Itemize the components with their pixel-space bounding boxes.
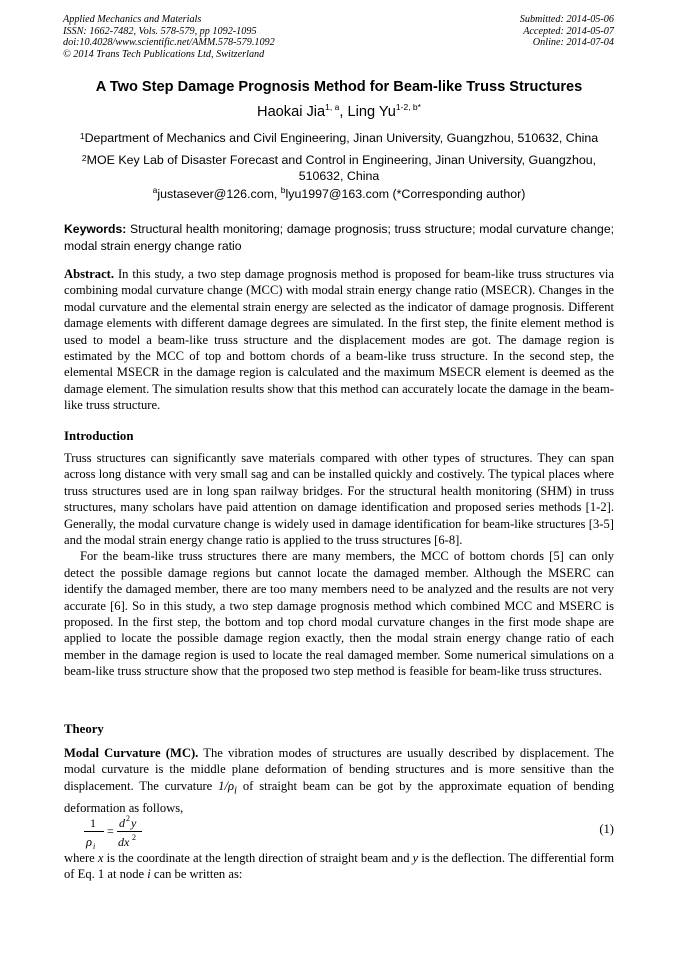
var-i: i [147,867,151,882]
eq-rhs-y: y [131,816,137,830]
publication-dates [520,14,614,49]
email-b: lyu1997@163.com (*Corresponding author) [285,187,526,201]
email-b-marker: b [280,185,286,195]
equation-1 [82,814,202,854]
author-2-affil: 1-2, b* [395,102,421,112]
journal-info [63,14,275,60]
online-date: Online: 2014-07-04 [532,37,614,49]
keywords [64,221,614,254]
equation-number: (1) [599,822,614,836]
paper-title: A Two Step Damage Prognosis Method for Beam-like Truss Structures [95,79,583,95]
abstract-text: In this study, a two step damage prognosis method is proposed for beam-like truss structures via combining modal curvature change (MCC) with modal strain energy change ratio (MSECR). Changes in the modal curvature and the elemental strain energy are selected as the indicator of damage prognosis. Different damage elements with different damage degrees are simulated. In the first step, the finite element method is used to model a beam-like truss structure and the displacement modes are got. The damage region is estimated by the MCC of top and bottom chords of a beam-like truss structure. In the second step, the elemental MSECR in the damage region is calculated and the maximum MSECR element is deemed as the damage element. The simulation results show that this method can accurately locate the damage in the beam-like truss structure. [64,267,614,413]
keywords-label: Keywords: [64,222,127,236]
email-a-marker: a [152,185,158,195]
eq-lhs-sub: i [93,842,96,851]
copyright-line: © 2014 Trans Tech Publications Ltd, Switzerland [63,48,265,60]
after-text-c: is the deflection. The differential form of Eq. 1 at node [64,851,614,882]
issn-line: ISSN: 1662-7482, Vols. 578-579, pp 1092-1095 [63,25,257,37]
after-text-d: can be written as: [150,867,243,882]
author-1: Haokai Jia [257,104,326,120]
theory-after-equation [64,850,614,883]
author-1-affil: 1, a [325,102,340,112]
abstract [64,266,614,414]
var-x: x [97,851,104,865]
eq-rhs-den-sup: 2 [132,833,136,842]
affiliation-1 [60,130,618,146]
eq-rhs-d: d [119,816,125,830]
after-text-a: where [64,851,98,865]
submitted-date: Submitted: 2014-05-06 [519,14,614,25]
eq-rhs-num-sup: 2 [126,814,130,823]
doi-line: doi:10.4028/www.scientific.net/AMM.578-579.1092 [63,37,275,49]
affiliation-2-marker: 2 [81,153,87,163]
affiliation-2-text: MOE Key Lab of Disaster Forecast and Control in Engineering, Jinan University, Guangzhou, 510632, China [86,153,597,183]
abstract-label: Abstract. [64,267,115,281]
email-a: justasever@126.com, [157,187,281,201]
journal-name: Applied Mechanics and Materials [63,14,202,25]
curvature-symbol: 1/ρ [218,778,235,793]
author-2: Ling Yu [347,104,396,120]
introduction-heading: Introduction [64,429,134,443]
mc-label: Modal Curvature (MC). [64,746,199,760]
eq-rhs-dx: dx [118,835,130,849]
author-line [40,104,638,120]
intro-paragraph-2: For the beam-like truss structures there are many members, the MCC of bottom chords [5] can only detect the possible damage regions but cannot locate the damaged member. Although the MSERC can identify the damaged member, there are too many members need to be analyzed and the results are not very accurate [6]. So in this study, a two step damage prognosis method which combined MCC and MSERC is proposed. In the first step, the bottom and top chord modal curvature changes in the first mode shape are applied to locate the possible damage region exactly, then the modal strain energy change ratio of each member in the damage region is used to locate the real damaged member. Some numerical simulations on a beam-like truss structure show that the proposed two step method is feasible for beam-like truss structures. [64,549,614,679]
theory-mc-paragraph [64,745,614,816]
after-text-b: is the coordinate at the length direction of straight beam and [103,851,413,865]
curvature-subscript: i [234,785,237,797]
author-separator: , [339,104,348,120]
affiliation-2 [60,152,618,184]
eq-lhs-rho: ρ [86,835,92,849]
affiliation-1-marker: 1 [79,131,85,141]
eq-equals: = [107,824,114,838]
keywords-text: Structural health monitoring; damage prognosis; truss structure; modal curvature change; modal strain energy change ratio [64,222,614,253]
var-y: y [412,851,419,865]
mc-text-b: of straight beam can be got by the approximate equation of bending deformation as follows, [64,778,614,815]
theory-heading: Theory [64,722,104,736]
accepted-date: Accepted: 2014-05-07 [523,25,614,37]
affiliation-1-text: Department of Mechanics and Civil Engineering, Jinan University, Guangzhou, 510632, China [84,131,599,145]
intro-paragraph-1: Truss structures can significantly save materials compared with other types of structures. They can span across long distance with very small sag and can be installed quickly and costively. The typical places where truss structures used are in long span railway bridges. For the structural health monitoring (SHM) in truss structures, many scholars have paid attention on damage identification and proposed series methods [1-2]. Generally, the modal curvature change is widely used in damage identification for beam-like structures [3-5] and the modal strain energy change ratio is applied to the truss structures [6-8]. [64,451,614,548]
introduction-body [64,450,614,680]
eq-lhs-numerator: 1 [90,816,96,830]
email-line [40,187,638,201]
mc-text-a: The vibration modes of structures are usually described by displacement. The modal curvature is the middle plane deformation of bending structures and is more sensitive than the displacement. The curvature [64,746,615,793]
